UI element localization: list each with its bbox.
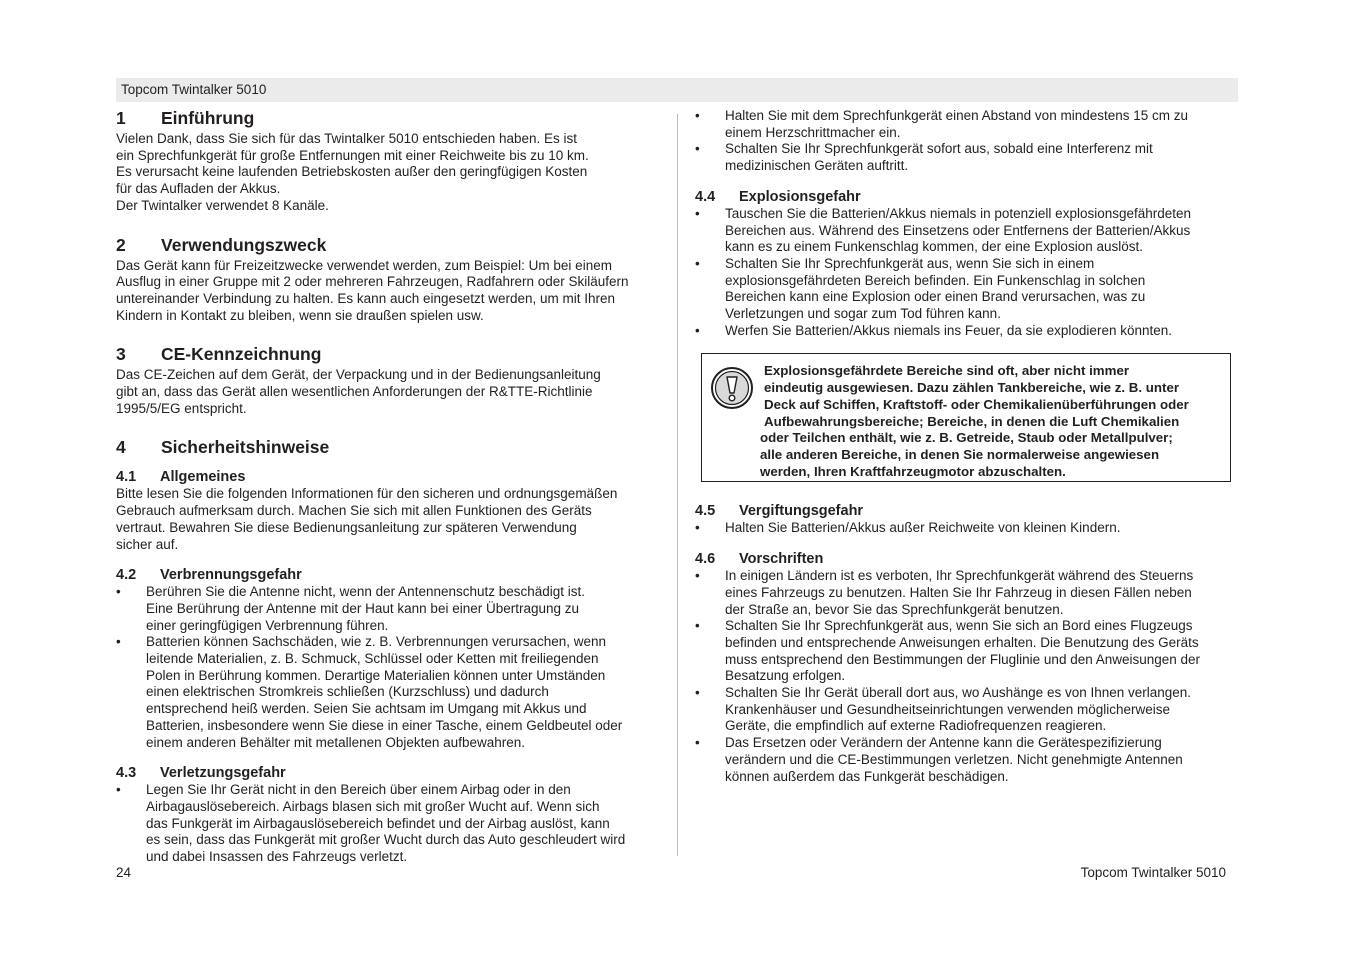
right-column xyxy=(695,108,1240,785)
text-line: einen elektrischen Stromkreis schließen (Kurzschluss) und dadurch xyxy=(146,684,549,700)
text-line: • Berühren Sie die Antenne nicht, wenn der Antennenschutz beschädigt ist. xyxy=(146,584,586,600)
section-ce-kennzeichnung xyxy=(116,344,661,417)
text-line: Bereichen kann eine Explosion oder einen Brand verursachen, was zu xyxy=(725,289,1146,305)
list-item xyxy=(695,323,1240,340)
left-column xyxy=(116,108,661,866)
text-line: • Halten Sie mit dem Sprechfunkgerät einen Abstand von mindestens 15 cm zu xyxy=(725,108,1189,123)
text-line: Verletzungen und sogar zum Tod führen kann. xyxy=(725,306,1001,322)
subsection-heading xyxy=(695,189,1240,205)
header-bar xyxy=(116,78,1238,102)
text-line: • Schalten Sie Ihr Gerät überall dort aus, wo Aushänge es von Ihnen verlangen. xyxy=(725,685,1192,701)
text-line: • Halten Sie Batterien/Akkus außer Reichweite von kleinen Kindern. xyxy=(725,520,1121,536)
text-line: das Funkgerät im Airbagauslösebereich befindet und der Airbag auslöst, kann xyxy=(146,815,610,831)
section-number: 1 xyxy=(116,108,126,128)
text-line: • Batterien können Sachschäden, wie z. B. Verbrennungen verursachen, wenn xyxy=(146,634,607,650)
text-line: • Tauschen Sie die Batterien/Akkus niemals in potenziell explosionsgefährdeten xyxy=(725,205,1192,221)
subsection-number: 4.2 xyxy=(116,567,137,584)
text-line: werden, Ihren Kraftfahrzeugmotor abzuschalten. xyxy=(760,463,1066,479)
list-item xyxy=(695,206,1240,256)
text-line: • Legen Sie Ihr Gerät nicht in den Bereich über einem Airbag oder in den xyxy=(146,782,571,798)
text-line: verändern und die CE-Bestimmungen verletzen. Nicht genehmigte Antennen xyxy=(725,751,1183,767)
text-line: einem anderen Behälter mit metallenen Objekten aufbewahren. xyxy=(146,734,525,750)
list-item xyxy=(695,256,1240,323)
text-line: Aufbewahrungsbereiche; Bereiche, in denen die Luft Chemikalien xyxy=(764,413,1180,429)
section-heading-sicherheitshinweise xyxy=(116,437,661,457)
text-line: Besatzung erfolgen. xyxy=(725,668,846,684)
warning-icon xyxy=(710,366,754,410)
list-item xyxy=(116,584,661,634)
text-line: Der Twintalker verwendet 8 Kanäle. xyxy=(116,197,329,213)
footer-brand: Topcom Twintalker 5010 xyxy=(1080,865,1226,880)
text-line: • Das Ersetzen oder Verändern der Antenne kann die Gerätespezifizierung xyxy=(725,735,1162,751)
text-line: Bitte lesen Sie die folgenden Informationen für den sicheren und ordnungsgemäßen xyxy=(116,486,618,502)
list-item xyxy=(116,782,661,866)
warning-text xyxy=(760,363,1189,480)
list-item xyxy=(695,618,1240,685)
text-line: Geräte, die empfindlich auf externe Radiofrequenzen reagieren. xyxy=(725,718,1107,734)
text-line: leitende Materialien, z. B. Schmuck, Schlüssel oder Ketten mit freiliegenden xyxy=(146,651,599,667)
text-line: Das Gerät kann für Freizeitzwecke verwendet werden, zum Beispiel: Um bei einem xyxy=(116,257,612,273)
subsection-number: 4.1 xyxy=(116,469,137,486)
text-line: • In einigen Ländern ist es verboten, Ihr Sprechfunkgerät während des Steuerns xyxy=(725,568,1194,584)
subsection-title: Verbrennungsgefahr xyxy=(160,567,302,584)
section-number: 3 xyxy=(116,344,126,365)
subsection-title: Vergiftungsgefahr xyxy=(739,503,864,520)
text-line: • Werfen Sie Batterien/Akkus niemals ins Feuer, da sie explodieren könnten. xyxy=(725,322,1172,338)
text-line: • Schalten Sie Ihr Sprechfunkgerät sofort aus, sobald eine Interferenz mit xyxy=(725,141,1153,157)
text-line: oder Teilchen enthält, wie z. B. Getreide, Staub oder Metallpulver; xyxy=(760,430,1173,446)
subsection-heading xyxy=(695,551,1240,567)
paragraph xyxy=(116,367,661,417)
text-line: können außerdem das Funkgerät beschädigen. xyxy=(725,768,1009,784)
subsection-heading xyxy=(116,469,661,485)
subsection-number: 4.3 xyxy=(116,765,137,782)
subsection-number: 4.5 xyxy=(695,503,716,520)
subsection-number: 4.6 xyxy=(695,551,716,568)
text-line: Kindern in Kontakt zu bleiben, wenn sie draußen spielen usw. xyxy=(116,307,484,323)
bullet-list xyxy=(116,584,661,751)
list-item xyxy=(695,141,1240,174)
subsection-vergiftungsgefahr xyxy=(695,503,1240,537)
subsection-title: Verletzungsgefahr xyxy=(160,765,286,782)
text-line: untereinander Verbindung zu halten. Es kann auch eingesetzt werden, um mit Ihren xyxy=(116,290,616,306)
text-line: muss entsprechend den Bestimmungen der Fluglinie und den Anweisungen der xyxy=(725,651,1201,667)
section-title: CE-Kennzeichnung xyxy=(161,344,322,365)
text-line: der Straße an, bevor Sie das Sprechfunkgerät benutzen. xyxy=(725,601,1064,617)
subsection-heading xyxy=(116,765,661,781)
text-line: sicher auf. xyxy=(116,536,179,552)
list-item xyxy=(695,735,1240,785)
paragraph xyxy=(116,486,661,553)
section-title: Einführung xyxy=(161,108,255,128)
section-heading xyxy=(116,108,661,128)
text-line: Es verursacht keine laufenden Betriebskosten außer den geringfügigen Kosten xyxy=(116,164,588,180)
text-line: eines Fahrzeugs zu benutzen. Halten Sie Ihr Fahrzeug in diesen Fällen neben xyxy=(725,584,1192,600)
text-line: für das Aufladen der Akkus. xyxy=(116,181,281,197)
text-line: und dabei Insassen des Fahrzeugs verletzt. xyxy=(146,849,408,865)
text-line: • Schalten Sie Ihr Sprechfunkgerät aus, wenn Sie sich in einem xyxy=(725,255,1095,271)
text-line: entsprechend heiß werden. Seien Sie achtsam im Umgang mit Akkus und xyxy=(146,701,587,717)
text-line: gibt an, dass das Gerät allen wesentlichen Anforderungen der R&TTE-Richtlinie xyxy=(116,384,593,400)
text-line: befinden und entsprechende Anweisungen erhalten. Die Benutzung des Geräts xyxy=(725,634,1199,650)
text-line: explosionsgefährdeten Bereich befinden. Ein Funkenschlag in solchen xyxy=(725,272,1146,288)
subsection-title: Explosionsgefahr xyxy=(739,188,861,205)
subsection-number: 4.4 xyxy=(695,188,716,205)
paragraph xyxy=(116,258,661,325)
section-verwendungszweck xyxy=(116,235,661,325)
text-line: Eine Berührung der Antenne mit der Haut kann bei einer Übertragung zu xyxy=(146,600,580,616)
text-line: medizinischen Geräten auftritt. xyxy=(725,158,909,174)
section-heading xyxy=(116,344,661,364)
bullet-list xyxy=(695,108,1240,175)
list-item xyxy=(695,568,1240,618)
bullet-list xyxy=(695,206,1240,340)
text-line: vertraut. Bewahren Sie diese Bedienungsanleitung zur späteren Verwendung xyxy=(116,519,577,535)
subsection-title: Vorschriften xyxy=(739,551,824,568)
warning-box xyxy=(701,353,1231,482)
text-line: einer geringfügigen Verbrennung führen. xyxy=(146,617,389,633)
paragraph xyxy=(116,131,661,215)
subsection-vorschriften xyxy=(695,551,1240,785)
text-line: 1995/5/EG entspricht. xyxy=(116,400,247,416)
list-item xyxy=(116,634,661,751)
text-line: kann es zu einem Funkenschlag kommen, der eine Explosion auslöst. xyxy=(725,239,1143,255)
section-number: 2 xyxy=(116,234,126,255)
section-heading xyxy=(116,235,661,255)
bullet-list xyxy=(695,520,1240,537)
text-line: Explosionsgefährdete Bereiche sind oft, aber nicht immer xyxy=(764,363,1130,379)
section-einfuehrung xyxy=(116,108,661,215)
text-line: Batterien, insbesondere wenn Sie diese in einer Tasche, einem Geldbeutel oder xyxy=(146,717,623,733)
column-divider xyxy=(677,114,678,856)
text-line: Deck auf Schiffen, Kraftstoff- oder Chemikalienüberführungen oder xyxy=(764,396,1189,412)
text-line: Polen in Berührung kommen. Derartige Materialien können unter Umständen xyxy=(146,667,606,683)
section-title: Verwendungszweck xyxy=(161,234,327,255)
subsection-heading xyxy=(116,567,661,583)
subsection-explosionsgefahr xyxy=(695,189,1240,340)
text-line: Ausflug in einer Gruppe mit 2 oder mehreren Fahrzeugen, Radfahrern oder Skiläufern xyxy=(116,274,629,290)
text-line: einem Herzschrittmacher ein. xyxy=(725,124,901,140)
subsection-verbrennungsgefahr xyxy=(116,567,661,751)
header-title: Topcom Twintalker 5010 xyxy=(121,82,267,97)
text-line: Bereichen aus. Während des Einsetzens oder Entfernens der Batterien/Akkus xyxy=(725,222,1191,238)
text-line: eindeutig ausgewiesen. Dazu zählen Tankbereiche, wie z. B. unter xyxy=(764,380,1180,396)
list-item xyxy=(695,108,1240,141)
section-number: 4 xyxy=(116,437,126,458)
text-line: Krankenhäuser und Gesundheitseinrichtungen verwenden möglicherweise xyxy=(725,701,1171,717)
page-number: 24 xyxy=(116,865,132,880)
list-item xyxy=(695,685,1240,735)
text-line: • Schalten Sie Ihr Sprechfunkgerät aus, wenn Sie sich an Bord eines Flugzeugs xyxy=(725,618,1193,634)
subsection-verletzungsgefahr xyxy=(116,765,661,866)
text-line: Gebrauch aufmerksam durch. Machen Sie sich mit allen Funktionen des Geräts xyxy=(116,503,592,519)
subsection-title: Allgemeines xyxy=(160,469,246,486)
text-line: Vielen Dank, dass Sie sich für das Twintalker 5010 entschieden haben. Es ist xyxy=(116,131,578,146)
list-item xyxy=(695,520,1240,537)
text-line: Airbagauslösebereich. Airbags blasen sich mit großer Wucht auf. Wenn sich xyxy=(146,798,600,814)
text-line: alle anderen Bereiche, in denen Sie normalerweise angewiesen xyxy=(760,446,1160,462)
text-line: ein Sprechfunkgerät für große Entfernungen mit einer Reichweite bis zu 10 km. xyxy=(116,147,589,163)
text-line: es sein, dass das Funkgerät mit großer Wucht durch das Auto geschleudert wird xyxy=(146,832,626,848)
bullet-list xyxy=(116,782,661,866)
subsection-allgemeines xyxy=(116,469,661,553)
subsection-heading xyxy=(695,503,1240,519)
section-title: Sicherheitshinweise xyxy=(161,437,330,458)
text-line: Das CE-Zeichen auf dem Gerät, der Verpackung und in der Bedienungsanleitung xyxy=(116,367,601,383)
bullet-list xyxy=(695,568,1240,785)
